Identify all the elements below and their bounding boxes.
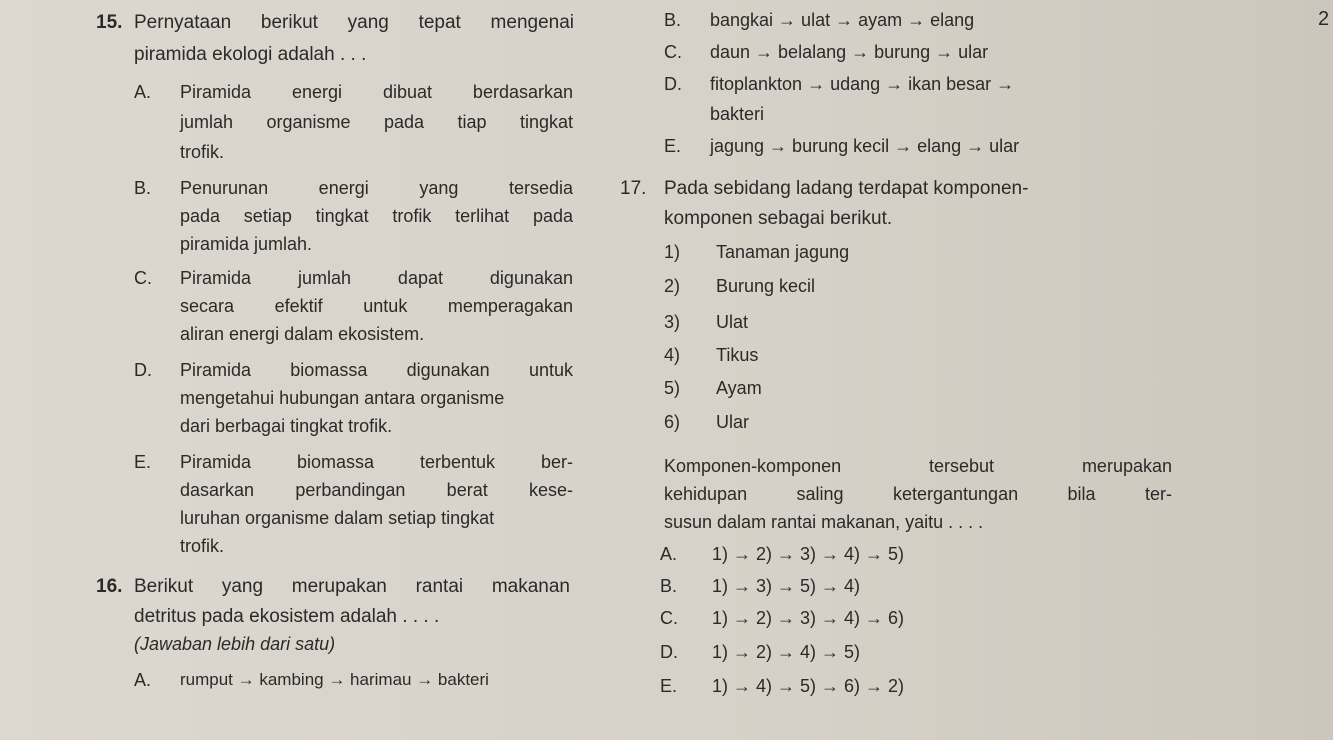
question-stem-line: Pada sebidang ladang terdapat komponen-: [664, 178, 1029, 199]
option-line: pada setiap tingkat trofik terlihat pada: [180, 206, 573, 226]
list-item-number: 1): [664, 242, 681, 262]
option-line: bakteri: [710, 104, 765, 124]
list-item-number: 2): [664, 276, 681, 296]
option-text: 1) → 3) → 5) → 4): [712, 576, 861, 596]
option-line: mengetahui hubungan antara organisme: [180, 388, 505, 408]
question-note: (Jawaban lebih dari satu): [134, 634, 336, 654]
option-line: luruhan organisme dalam setiap tingkat: [180, 508, 495, 528]
option-line: jumlah organisme pada tiap tingkat: [180, 112, 573, 132]
question-stem-line: piramida ekologi adalah . . .: [134, 44, 367, 65]
option-letter: D.: [660, 642, 678, 662]
list-item-number: 6): [664, 412, 681, 432]
option-line: Piramida jumlah dapat digunakan: [180, 268, 573, 288]
option-letter: E.: [134, 452, 152, 472]
option-letter: C.: [664, 42, 682, 62]
list-item-number: 5): [664, 378, 681, 398]
list-item-number: 4): [664, 345, 681, 365]
page-number: 2: [1318, 8, 1330, 30]
option-letter: E.: [664, 136, 682, 156]
list-item: Burung kecil: [716, 276, 816, 296]
option-letter: C.: [660, 608, 678, 628]
option-line: secara efektif untuk memperagakan: [180, 296, 573, 316]
list-item: Ayam: [716, 378, 762, 398]
paragraph-line: kehidupan saling ketergantungan bila ter-: [664, 484, 1172, 504]
option-text: 1) → 2) → 3) → 4) → 5): [712, 544, 905, 564]
list-item: Ular: [716, 412, 750, 432]
list-item: Tanaman jagung: [716, 242, 850, 262]
option-line: aliran energi dalam ekosistem.: [180, 324, 425, 344]
option-line: dasarkan perbandingan berat kese-: [180, 480, 573, 500]
option-line: Piramida biomassa digunakan untuk: [180, 360, 573, 380]
list-item-number: 3): [664, 312, 681, 332]
option-line: fitoplankton → udang → ikan besar →: [710, 74, 1015, 94]
option-letter: A.: [660, 544, 678, 564]
option-line: Piramida biomassa terbentuk ber-: [180, 452, 573, 472]
option-line: bangkai → ulat → ayam → elang: [710, 10, 975, 30]
option-line: dari berbagai tingkat trofik.: [180, 416, 393, 436]
option-letter: A.: [134, 82, 152, 102]
paragraph-line: Komponen-komponen tersebut merupakan: [664, 456, 1172, 476]
question-stem-line: Berikut yang merupakan rantai makanan: [134, 576, 570, 597]
option-line: Piramida energi dibuat berdasarkan: [180, 82, 573, 102]
option-line: piramida jumlah.: [180, 234, 313, 254]
question-number: 16.: [96, 576, 123, 597]
question-stem-line: detritus pada ekosistem adalah . . . .: [134, 606, 440, 627]
option-text: 1) → 2) → 4) → 5): [712, 642, 861, 662]
option-line: jagung → burung kecil → elang → ular: [710, 136, 1020, 156]
option-letter: B.: [664, 10, 682, 30]
option-line: Penurunan energi yang tersedia: [180, 178, 573, 198]
question-stem-line: Pernyataan berikut yang tepat mengenai: [134, 12, 574, 33]
option-line: rumput → kambing → harimau → bakteri: [180, 670, 489, 689]
option-text: 1) → 4) → 5) → 6) → 2): [712, 676, 905, 696]
question-stem-line: komponen sebagai berikut.: [664, 208, 893, 229]
option-letter: D.: [664, 74, 682, 94]
option-line: trofik.: [180, 536, 225, 556]
option-letter: B.: [134, 178, 152, 198]
option-text: 1) → 2) → 3) → 4) → 6): [712, 608, 905, 628]
question-number: 17.: [620, 178, 647, 199]
question-number: 15.: [96, 12, 123, 33]
list-item: Ulat: [716, 312, 749, 332]
option-letter: A.: [134, 670, 152, 690]
option-line: daun → belalang → burung → ular: [710, 42, 989, 62]
option-line: trofik.: [180, 142, 225, 162]
paragraph-line: susun dalam rantai makanan, yaitu . . . .: [664, 512, 984, 532]
option-letter: E.: [660, 676, 678, 696]
option-letter: D.: [134, 360, 152, 380]
list-item: Tikus: [716, 345, 759, 365]
option-letter: B.: [660, 576, 678, 596]
option-letter: C.: [134, 268, 152, 288]
